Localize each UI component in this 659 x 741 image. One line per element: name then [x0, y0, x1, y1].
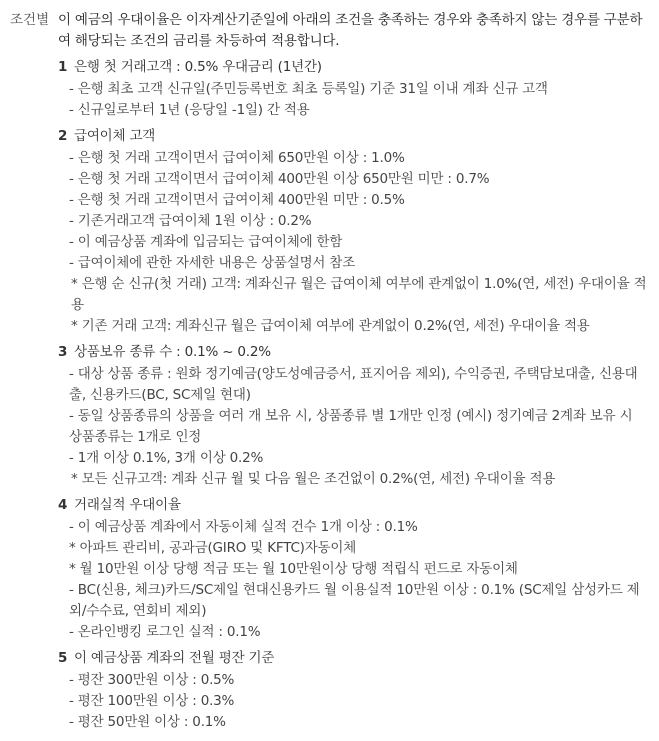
list-item: - 은행 첫 거래 고객이면서 급여이체 400만원 이상 650만원 미만 : 0.7%	[69, 171, 490, 187]
note-item: * 은행 순 신규(첫 거래) 고객: 계좌신규 월은 급여이체 여부에 관계없이 1.0%(연, 세전) 우대이율 적용	[71, 276, 647, 313]
section-title-text: 급여이체 고객	[74, 128, 156, 144]
section-items	[69, 79, 649, 121]
list-item: - BC(신용, 체크)카드/SC제일 현대신용카드 월 이용실적 10만원 이상 : 0.1% (SC제일 삼성카드 제외/수수료, 연회비 제외)	[69, 582, 640, 619]
list-item: - 1개 이상 0.1%, 3개 이상 0.2%	[69, 450, 264, 466]
condition-label: 조건별	[10, 12, 50, 28]
section-title	[58, 648, 649, 669]
section-number: 2	[58, 128, 68, 144]
section-title	[58, 57, 649, 78]
list-item: - 온라인뱅킹 로그인 실적 : 0.1%	[69, 624, 261, 640]
list-item: - 평잔 100만원 이상 : 0.3%	[69, 693, 235, 709]
section-items	[69, 364, 649, 490]
list-item: - 이 예금상품 계좌에서 자동이체 실적 건수 1개 이상 : 0.1%	[69, 519, 418, 535]
section-items	[69, 517, 649, 643]
section-items	[69, 148, 649, 337]
section-title	[58, 495, 649, 516]
section-4	[58, 495, 649, 643]
content-body	[58, 10, 649, 733]
list-item: - 이 예금상품 계좌에 입금되는 급여이체에 한함	[69, 234, 343, 250]
section-1	[58, 57, 649, 121]
note-item: * 아파트 관리비, 공과금(GIRO 및 KFTC)자동이체	[69, 540, 357, 556]
list-item: - 평잔 50만원 이상 : 0.1%	[69, 714, 226, 730]
section-number: 3	[58, 344, 68, 360]
section-title-text: 이 예금상품 계좌의 전월 평잔 기준	[74, 650, 275, 666]
list-item: - 대상 상품 종류 : 원화 정기예금(양도성예금증서, 표지어음 제외), 수익증권, 주택담보대출, 신용대출, 신용카드(BC, SC제일 현대)	[69, 366, 638, 403]
list-item: - 신규일로부터 1년 (응당일 -1일) 간 적용	[69, 102, 310, 118]
note-item: * 월 10만원 이상 당행 적금 또는 월 10만원이상 당행 적립식 펀드로 자동이체	[69, 561, 518, 577]
list-item: - 평잔 300만원 이상 : 0.5%	[69, 672, 235, 688]
note-item: * 모든 신규고객: 계좌 신규 월 및 다음 월은 조건없이 0.2%(연, 세전) 우대이율 적용	[71, 471, 556, 487]
section-title-text: 은행 첫 거래고객 : 0.5% 우대금리 (1년간)	[74, 59, 322, 75]
section-title-text: 거래실적 우대이율	[74, 497, 181, 513]
list-item: - 은행 첫 거래 고객이면서 급여이체 650만원 이상 : 1.0%	[69, 150, 405, 166]
section-items	[69, 670, 649, 733]
note-item: * 기존 거래 고객: 계좌신규 월은 급여이체 여부에 관계없이 0.2%(연, 세전) 우대이율 적용	[71, 318, 590, 334]
section-number: 1	[58, 59, 68, 75]
section-number: 5	[58, 650, 68, 666]
section-title	[58, 342, 649, 363]
section-2	[58, 126, 649, 337]
section-3	[58, 342, 649, 490]
list-item: - 급여이체에 관한 자세한 내용은 상품설명서 참조	[69, 255, 356, 271]
list-item: - 은행 첫 거래 고객이면서 급여이체 400만원 미만 : 0.5%	[69, 192, 405, 208]
section-number: 4	[58, 497, 68, 513]
list-item: - 기존거래고객 급여이체 1원 이상 : 0.2%	[69, 213, 312, 229]
section-5	[58, 648, 649, 733]
section-title-text: 상품보유 종류 수 : 0.1% ~ 0.2%	[74, 344, 271, 360]
list-item: - 동일 상품종류의 상품을 여러 개 보유 시, 상품종류 별 1개만 인정 (예시) 정기예금 2계좌 보유 시 상품종류는 1개로 인정	[69, 408, 633, 445]
section-title	[58, 126, 649, 147]
list-item: - 은행 최초 고객 신규일(주민등록번호 최초 등록일) 기준 31일 이내 계좌 신규 고객	[69, 81, 548, 97]
intro-text: 이 예금의 우대이율은 이자계산기준일에 아래의 조건을 충족하는 경우와 충족하지 않는 경우를 구분하여 해당되는 조건의 금리를 차등하여 적용합니다.	[58, 12, 643, 49]
